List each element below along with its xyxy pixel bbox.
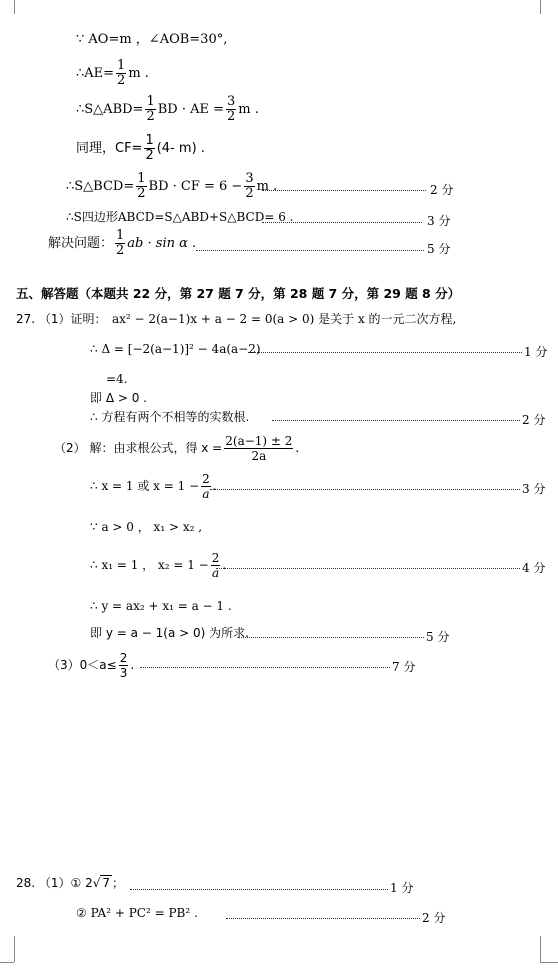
frac-denominator: 3 [119, 666, 128, 680]
proof-line-4-post: (4- m) . [156, 141, 205, 156]
corner-mark-top-left [14, 0, 15, 14]
leader-dots [262, 222, 422, 223]
proof-line-3-mid: BD · AE = [157, 102, 224, 117]
score-mark: 1 分 [390, 881, 414, 895]
frac-denominator: a [211, 566, 220, 580]
proof-line-5 [66, 172, 277, 201]
proof-line-2-pre: ∴AE= [76, 66, 115, 81]
section-5-title: 五、解答题（本题共 22 分，第 27 题 7 分，第 28 题 7 分，第 29 题 8 分） [16, 286, 461, 301]
leader-dots [130, 889, 388, 890]
proof-line-4 [76, 134, 205, 163]
frac-numerator: 1 [117, 58, 126, 73]
frac-denominator: 2 [137, 186, 146, 201]
q27-discriminant-value: =4. [106, 372, 128, 386]
leader-dots [226, 918, 420, 919]
q27-roots [90, 472, 217, 501]
frac-numerator: 2 [211, 551, 220, 565]
corner-mark-top-right [540, 0, 541, 14]
frac-numerator: 2 [119, 651, 128, 665]
fraction-half [116, 59, 126, 88]
leader-dots [248, 352, 522, 353]
q28-part2: ② PA² + PC² = PB² . [76, 906, 198, 920]
q27-part3-post: . [130, 658, 135, 672]
leader-dots [140, 667, 390, 668]
frac-numerator: 2 [202, 472, 210, 486]
fraction-two-over-a [201, 472, 211, 501]
fraction-half [144, 134, 154, 163]
score-mark: 3 分 [427, 214, 451, 228]
proof-line-5-mid: BD · CF = 6 − [148, 179, 243, 194]
leader-dots [262, 190, 426, 191]
leader-dots [272, 420, 520, 421]
q28-part1-post: ； [112, 876, 125, 890]
frac-numerator: 1 [146, 94, 155, 109]
fraction-half [115, 229, 125, 258]
leader-dots [238, 637, 424, 638]
fraction-half [145, 95, 155, 124]
q27-roots-pre: ∴ x = 1 或 x = 1 − [90, 479, 200, 493]
score-mark: 4 分 [522, 561, 546, 575]
q27-part3 [48, 651, 134, 680]
frac-denominator: 2 [116, 243, 125, 258]
fraction-half [136, 172, 146, 201]
fraction-three-halves [244, 172, 254, 201]
score-mark: 2 分 [522, 413, 546, 427]
q27-delta-positive: 即 Δ > 0 . [90, 391, 147, 405]
score-mark: 3 分 [522, 482, 546, 496]
proof-line-5-pre: ∴S△BCD= [66, 179, 135, 194]
proof-line-6: ∴S四边形ABCD=S△ABD+S△BCD= 6 . [66, 210, 294, 224]
frac-numerator: 2(a−1) ± 2 [225, 434, 293, 448]
frac-denominator: 2 [227, 109, 236, 124]
score-mark: 2 分 [430, 183, 454, 197]
corner-mark-bottom-left-h [0, 962, 14, 963]
fraction-three-halves [226, 95, 236, 124]
frac-numerator: 1 [116, 228, 125, 243]
q28-part1 [16, 877, 124, 889]
frac-numerator: 3 [227, 94, 236, 109]
q27-part1-conclusion: ∴ 方程有两个不相等的实数根. [90, 410, 250, 424]
sqrt-symbol: √ [92, 876, 101, 890]
score-mark: 7 分 [392, 660, 416, 674]
leader-dots [196, 250, 424, 251]
proof-line-3-pre: ∴S△ABD= [76, 102, 144, 117]
frac-denominator: 2 [117, 73, 126, 88]
fraction-two-over-a [211, 551, 221, 580]
fraction-two-thirds [119, 651, 129, 680]
q27-x-post: . [222, 558, 227, 572]
proof-line-3-post: m . [238, 102, 259, 117]
corner-mark-bottom-left-v [14, 936, 15, 962]
q27-part2-label: （2） 解：由求根公式，得 x = [54, 441, 223, 455]
proof-line-2 [76, 59, 149, 88]
frac-denominator: 2a [251, 449, 267, 463]
proof-line-3 [76, 95, 259, 124]
q27-part2-end: . [295, 441, 300, 455]
proof-line-7 [48, 229, 196, 258]
score-mark: 5 分 [426, 630, 450, 644]
q27-part2-formula [54, 434, 299, 463]
frac-numerator: 1 [145, 133, 154, 148]
proof-line-7-post: ab · sin α . [127, 236, 197, 251]
leader-dots [210, 489, 520, 490]
score-mark: 1 分 [524, 345, 548, 359]
proof-line-4-pre: 同理，CF= [76, 141, 143, 156]
q27-roots-post: . [212, 479, 217, 493]
proof-line-2-post: m . [128, 66, 149, 81]
q27-x-values [90, 551, 226, 580]
root-formula-fraction [224, 434, 293, 463]
frac-denominator: a [202, 487, 210, 501]
corner-mark-bottom-right-v [540, 936, 541, 962]
q27-discriminant: ∴ Δ = [−2(a−1)]² − 4a(a−2) [90, 342, 261, 356]
leader-dots [216, 568, 520, 569]
proof-line-1: ∵ AO=m ，∠AOB=30°, [76, 32, 228, 47]
q27-y-function: ∴ y = ax₂ + x₁ = a − 1 . [90, 599, 232, 613]
frac-numerator: 1 [137, 171, 146, 186]
q27-final-answer: 即 y = a − 1(a > 0) 为所求. [90, 626, 249, 640]
q27-part1-equation: ax² − 2(a−1)x + a − 2 = 0(a > 0) 是关于 x 的一元二次方程, [112, 312, 457, 326]
frac-denominator: 2 [146, 109, 155, 124]
score-mark: 2 分 [422, 911, 446, 925]
frac-denominator: 2 [245, 186, 254, 201]
q27-part3-pre: （3）0＜a≤ [48, 658, 117, 672]
corner-mark-bottom-right-h [540, 962, 558, 963]
q27-part1-label: 27. （1）证明： [16, 312, 107, 326]
sqrt-radicand: 7 [102, 876, 111, 890]
q27-condition: ∵ a > 0 ， x₁ > x₂ , [90, 520, 203, 534]
proof-line-5-post: m . [256, 179, 278, 194]
frac-numerator: 3 [245, 171, 254, 186]
score-mark: 5 分 [427, 242, 451, 256]
q27-x-pre: ∴ x₁ = 1 ， x₂ = 1 − [90, 558, 209, 572]
q28-part1-pre: 28. （1）① 2 [16, 876, 93, 890]
frac-denominator: 2 [145, 148, 154, 163]
proof-line-7-pre: 解决问题： [48, 236, 114, 251]
